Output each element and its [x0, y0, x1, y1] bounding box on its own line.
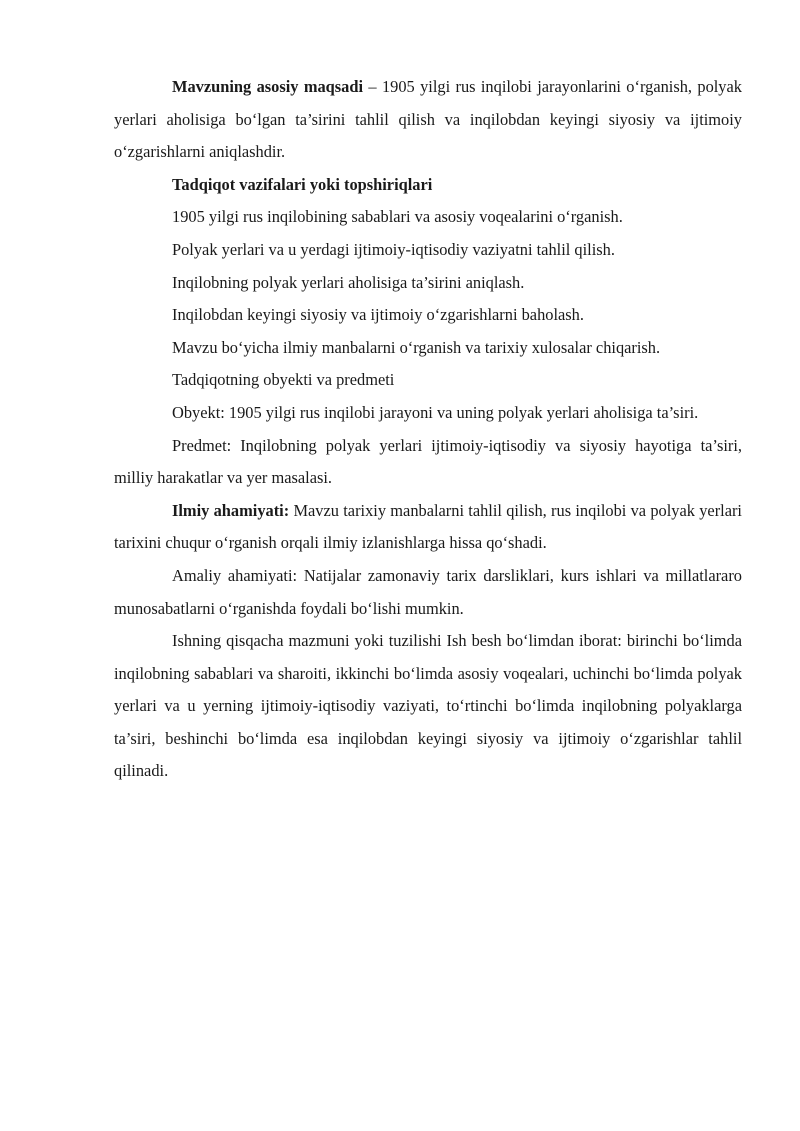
subject-paragraph: Predmet: Inqilobning polyak yerlari ijtimoiy-iqtisodiy va siyosiy hayotiga ta’siri, milliy harakatlar va yer masalasi. [114, 435, 742, 488]
task-item: Mavzu bo‘yicha ilmiy manbalarni o‘rganish va tarixiy xulosalar chiqarish. [172, 337, 661, 357]
practical-significance-paragraph: Amaliy ahamiyati: Natijalar zamonaviy tarix darsliklari, kurs ishlari va millatlararo munosabatlarni o‘rganishda foydali bo‘lishi mumkin. [114, 565, 742, 618]
scientific-significance-paragraph [114, 495, 742, 560]
task-item: Inqilobdan keyingi siyosiy va ijtimoiy o‘zgarishlarni baholash. [172, 305, 584, 325]
task-item: 1905 yilgi rus inqilobining sabablari va asosiy voqealarini o‘rganish. [172, 207, 623, 227]
scientific-significance-text: Mavzu tarixiy manbalarni tahlil qilish, rus inqilobi va polyak yerlari tarixini chuqur o‘rganish orqali ilmiy izlanishlarga hissa qo‘shadi. [114, 500, 742, 553]
structure-paragraph: Ishning qisqacha mazmuni yoki tuzilishi Ish besh bo‘limdan iborat: birinchi bo‘limda inqilobning sabablari va sharoiti, ikkinchi bo‘limda asosiy voqealari, uchinchi bo‘limda polyak yerlari va u yerning ijtimoiy-iqtisodiy vaziyati, to‘rtinchi bo‘limda inqilobning polyaklarga ta’siri, beshinchi bo‘limda esa inqilobdan keyingi siyosiy va ijtimoiy o‘zgarishlar tahlil qilinadi. [114, 631, 742, 781]
object-subject-heading: Tadqiqotning obyekti va predmeti [172, 370, 395, 390]
task-item: Polyak yerlari va u yerdagi ijtimoiy-iqtisodiy vaziyatni tahlil qilish. [172, 239, 615, 259]
goal-label: Mavzuning asosiy maqsadi [172, 77, 364, 96]
goal-paragraph [114, 71, 742, 169]
object-paragraph: Obyekt: 1905 yilgi rus inqilobi jarayoni va uning polyak yerlari aholisiga ta’siri. [172, 402, 699, 422]
document-page [114, 71, 742, 788]
goal-text: – 1905 yilgi rus inqilobi jarayonlarini o‘rganish, polyak yerlari aholisiga bo‘lgan ta’sirini tahlil qilish va inqilobdan keyingi siyosiy va ijtimoiy o‘zgarishlarni aniqlashdir. [114, 77, 742, 162]
task-item: Inqilobning polyak yerlari aholisiga ta’sirini aniqlash. [172, 272, 525, 292]
tasks-heading: Tadqiqot vazifalari yoki topshiriqlari [172, 174, 433, 194]
scientific-significance-label: Ilmiy ahamiyati: [172, 500, 290, 520]
